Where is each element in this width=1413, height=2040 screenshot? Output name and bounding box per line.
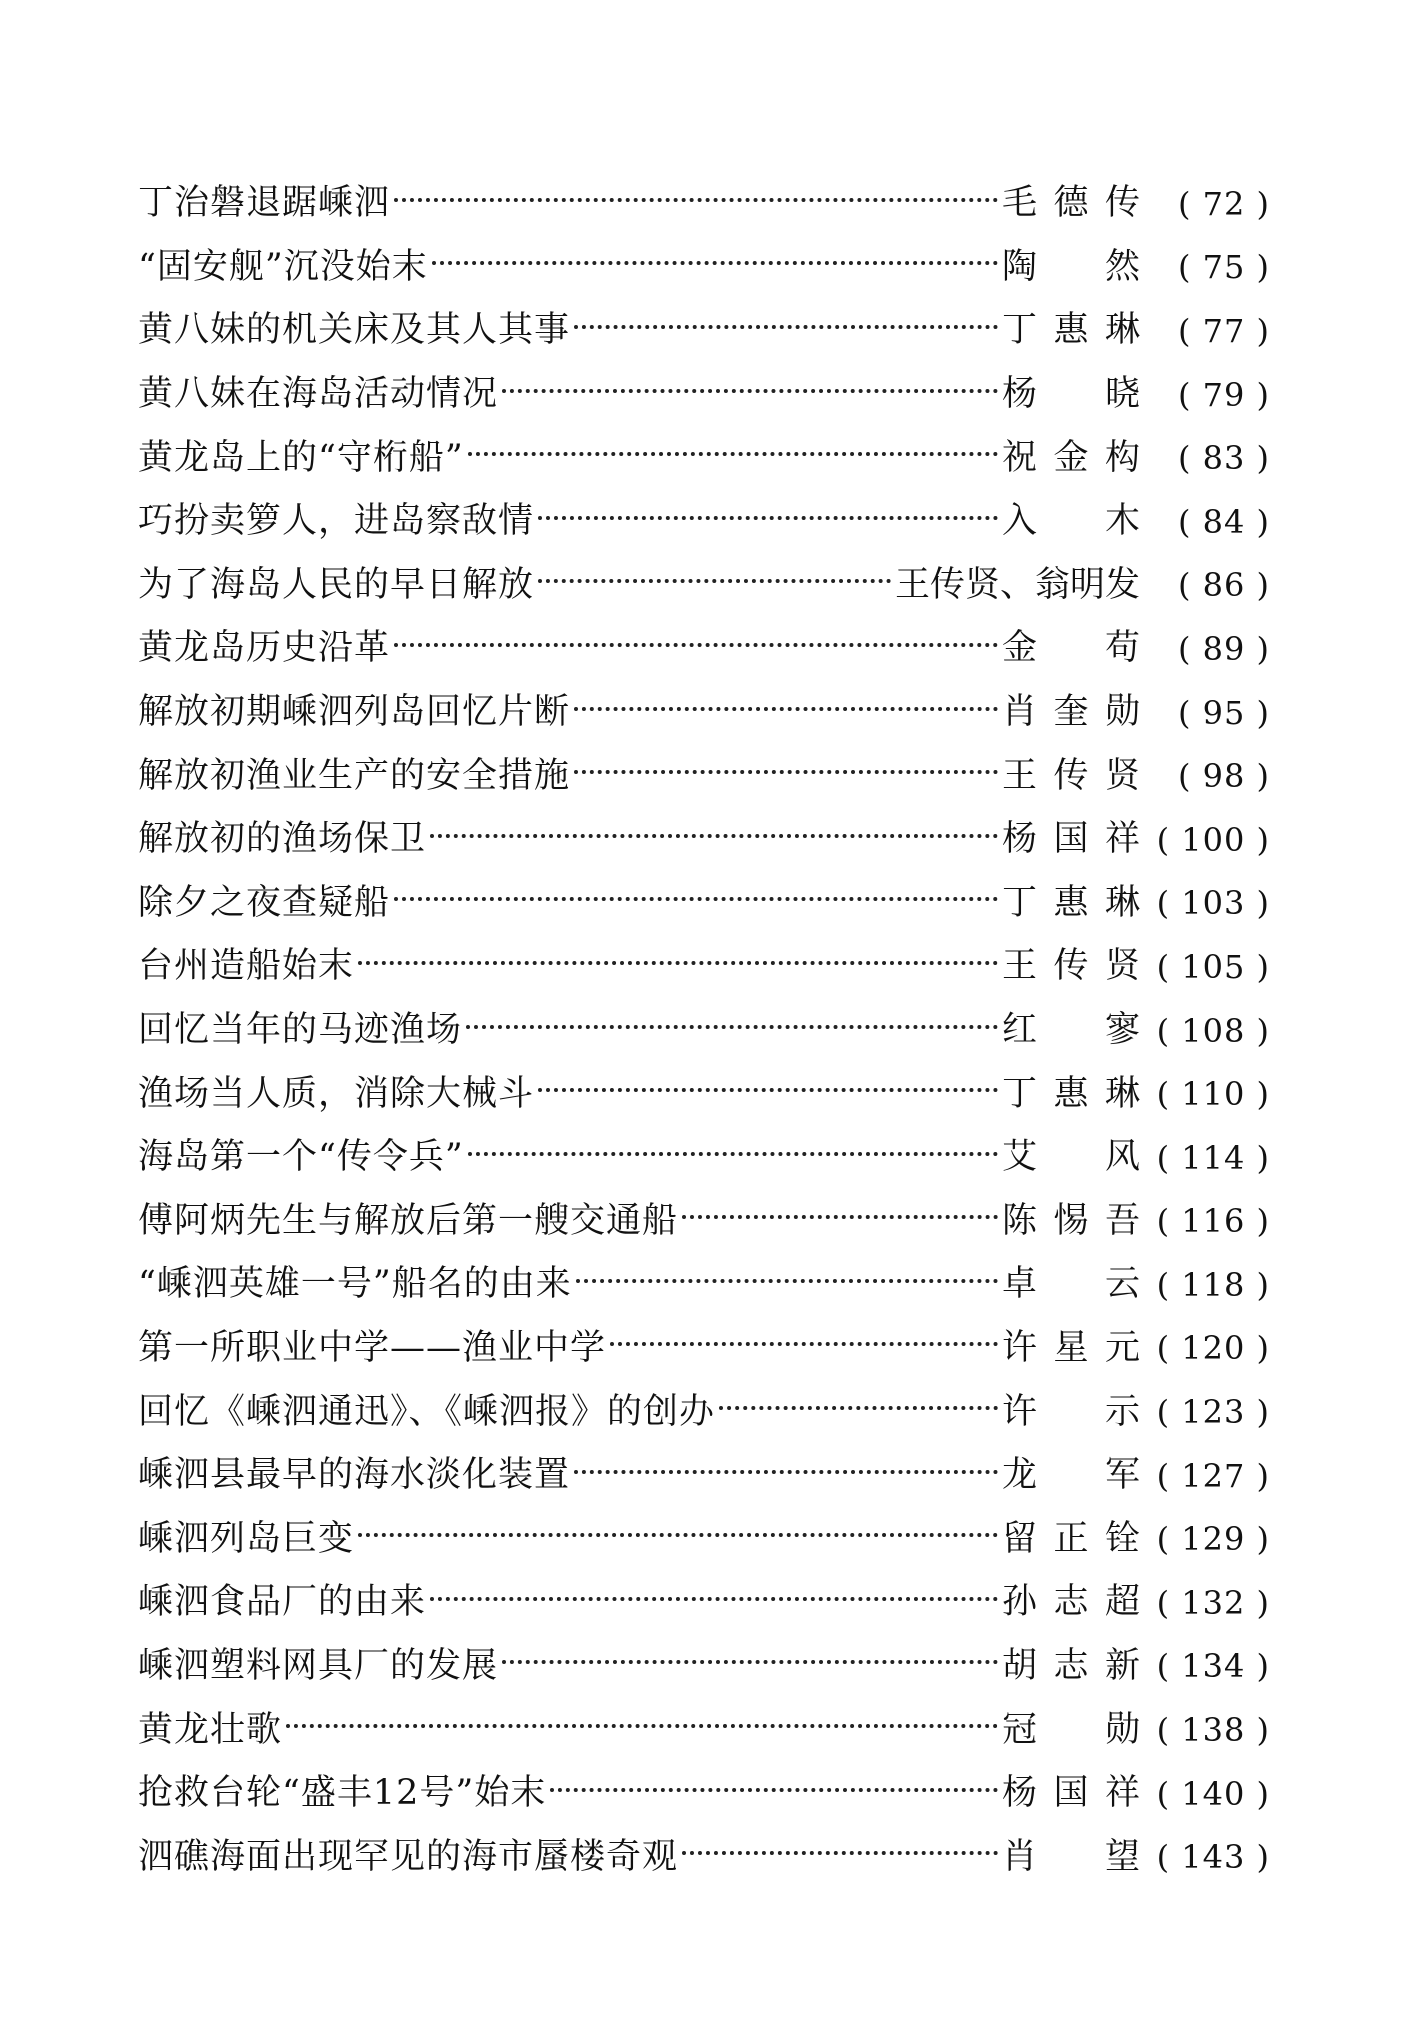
dot-leader	[682, 1215, 998, 1219]
dot-leader	[682, 1851, 998, 1855]
toc-entry-author: 许 示	[1002, 1391, 1140, 1432]
toc-entry-author: 许星元	[1002, 1327, 1140, 1368]
toc-entry-page-number: ( 120 )	[1156, 1329, 1270, 1368]
toc-entry-author: 杨国祥	[1002, 819, 1140, 860]
dot-leader	[538, 516, 998, 520]
toc-entry[interactable]	[138, 1444, 1270, 1508]
toc-entry-page-number: ( 129 )	[1156, 1520, 1270, 1559]
dot-leader	[394, 643, 998, 647]
toc-entry-author: 丁惠琳	[1002, 310, 1140, 351]
dot-leader	[719, 1406, 998, 1410]
toc-entry-author: 艾 风	[1002, 1137, 1140, 1178]
table-of-contents	[138, 172, 1270, 1889]
toc-entry-author: 陈惕吾	[1002, 1200, 1140, 1241]
toc-entry-title: 黄龙岛历史沿革	[138, 628, 391, 669]
toc-entry-author: 红 寥	[1002, 1010, 1140, 1051]
toc-entry-page-number: ( 118 )	[1156, 1265, 1270, 1304]
dot-leader	[550, 1788, 998, 1792]
toc-entry-page-number: ( 116 )	[1156, 1202, 1270, 1241]
toc-entry-page-number: ( 72 )	[1177, 184, 1270, 223]
toc-entry-author: 肖 望	[1002, 1836, 1140, 1877]
toc-entry-title: 抢救台轮“盛丰12号”始末	[138, 1773, 547, 1814]
toc-entry-title: 海岛第一个“传令兵”	[138, 1137, 464, 1178]
toc-entry-page-number: ( 132 )	[1156, 1583, 1270, 1622]
toc-entry-page-number: ( 127 )	[1156, 1456, 1270, 1495]
toc-entry-author: 杨 晓	[1002, 374, 1140, 415]
toc-entry-author: 祝金构	[1002, 437, 1140, 478]
toc-entry[interactable]	[138, 808, 1270, 872]
toc-entry-page-number: ( 79 )	[1177, 375, 1270, 414]
toc-entry-title: 回忆《嵊泗通迅》、《嵊泗报》的创办	[138, 1391, 716, 1432]
toc-entry[interactable]	[138, 172, 1270, 236]
toc-entry-title: 嵊泗县最早的海水淡化装置	[138, 1455, 571, 1496]
toc-entry-author: 王传贤	[1002, 755, 1140, 796]
dot-leader	[574, 770, 998, 774]
dot-leader	[538, 579, 891, 583]
dot-leader	[430, 1597, 998, 1601]
toc-entry-title: 嵊泗塑料网具厂的发展	[138, 1645, 499, 1686]
toc-entry-title: 解放初期嵊泗列岛回忆片断	[138, 692, 571, 733]
toc-entry[interactable]	[138, 426, 1270, 490]
dot-leader	[574, 1470, 998, 1474]
toc-entry-title: 嵊泗食品厂的由来	[138, 1582, 427, 1623]
toc-entry-title: 解放初渔业生产的安全措施	[138, 755, 571, 796]
toc-entry-author: 卓 云	[1002, 1264, 1140, 1305]
toc-entry-title: “固安舰”沉没始末	[138, 246, 428, 287]
toc-entry-page-number: ( 95 )	[1177, 693, 1270, 732]
toc-entry-page-number: ( 84 )	[1177, 502, 1270, 541]
dot-leader	[502, 1660, 998, 1664]
toc-entry-author: 丁惠琳	[1002, 882, 1140, 923]
dot-leader	[286, 1724, 998, 1728]
toc-entry[interactable]	[138, 1571, 1270, 1635]
toc-entry[interactable]	[138, 1635, 1270, 1699]
toc-entry-title: 黄龙岛上的“守桁船”	[138, 437, 464, 478]
toc-entry-title: 巧扮卖箩人，进岛察敌情	[138, 501, 535, 542]
toc-entry[interactable]	[138, 617, 1270, 681]
toc-entry[interactable]	[138, 1762, 1270, 1826]
toc-entry-title: 丁治磐退踞嵊泗	[138, 183, 391, 224]
toc-entry-page-number: ( 98 )	[1177, 757, 1270, 796]
toc-entry[interactable]	[138, 1507, 1270, 1571]
toc-entry[interactable]	[138, 1698, 1270, 1762]
toc-entry[interactable]	[138, 490, 1270, 554]
toc-entry[interactable]	[138, 299, 1270, 363]
toc-entry-author: 肖奎勋	[1002, 692, 1140, 733]
dot-leader	[538, 1088, 998, 1092]
toc-entry[interactable]	[138, 236, 1270, 300]
toc-entry-page-number: ( 105 )	[1156, 947, 1270, 986]
toc-entry-title: 为了海岛人民的早日解放	[138, 564, 535, 605]
toc-entry-page-number: ( 138 )	[1156, 1711, 1270, 1750]
toc-entry-page-number: ( 110 )	[1156, 1075, 1270, 1114]
toc-entry[interactable]	[138, 1062, 1270, 1126]
toc-entry[interactable]	[138, 1126, 1270, 1190]
dot-leader	[610, 1342, 998, 1346]
dot-leader	[394, 897, 998, 901]
toc-entry[interactable]	[138, 999, 1270, 1063]
toc-entry-page-number: ( 114 )	[1156, 1138, 1270, 1177]
dot-leader	[430, 834, 998, 838]
toc-entry[interactable]	[138, 872, 1270, 936]
toc-entry-author: 龙 军	[1002, 1455, 1140, 1496]
toc-entry-page-number: ( 134 )	[1156, 1647, 1270, 1686]
toc-entry-title: 回忆当年的马迹渔场	[138, 1010, 463, 1051]
toc-entry-author: 胡志新	[1002, 1645, 1140, 1686]
toc-entry[interactable]	[138, 681, 1270, 745]
toc-entry[interactable]	[138, 1317, 1270, 1381]
toc-entry[interactable]	[138, 744, 1270, 808]
toc-entry-title: 黄八妹在海岛活动情况	[138, 374, 499, 415]
toc-entry-title: 解放初的渔场保卫	[138, 819, 427, 860]
dot-leader	[574, 707, 998, 711]
toc-entry-title: 第一所职业中学——渔业中学	[138, 1327, 607, 1368]
toc-entry-title: 台州造船始末	[138, 946, 355, 987]
toc-entry-page-number: ( 103 )	[1156, 884, 1270, 923]
toc-entry-author: 孙志超	[1002, 1582, 1140, 1623]
toc-entry-page-number: ( 143 )	[1156, 1838, 1270, 1877]
toc-entry-page-number: ( 108 )	[1156, 1011, 1270, 1050]
dot-leader	[432, 261, 998, 265]
dot-leader	[358, 961, 998, 965]
toc-entry-title: 黄八妹的机关床及其人其事	[138, 310, 571, 351]
toc-entry-page-number: ( 140 )	[1156, 1774, 1270, 1813]
toc-entry-author: 王传贤	[1002, 946, 1140, 987]
toc-entry-author: 入 木	[1002, 501, 1140, 542]
toc-entry-author: 丁惠琳	[1002, 1073, 1140, 1114]
toc-entry-title: 渔场当人质，消除大械斗	[138, 1073, 535, 1114]
toc-entry-title: 黄龙壮歌	[138, 1709, 283, 1750]
toc-entry-page-number: ( 123 )	[1156, 1393, 1270, 1432]
toc-entry-author: 杨国祥	[1002, 1773, 1140, 1814]
toc-entry[interactable]	[138, 554, 1270, 618]
dot-leader	[468, 452, 998, 456]
toc-entry-title: 傅阿炳先生与解放后第一艘交通船	[138, 1200, 679, 1241]
toc-entry-author: 毛德传	[1002, 183, 1140, 224]
toc-entry-title: 嵊泗列岛巨变	[138, 1518, 355, 1559]
dot-leader	[574, 325, 998, 329]
toc-entry-title: 泗礁海面出现罕见的海市蜃楼奇观	[138, 1836, 679, 1877]
toc-entry[interactable]	[138, 1253, 1270, 1317]
dot-leader	[466, 1025, 998, 1029]
toc-entry-page-number: ( 75 )	[1177, 248, 1270, 287]
toc-entry[interactable]	[138, 1380, 1270, 1444]
toc-entry-author: 王传贤、翁明发	[894, 564, 1140, 605]
toc-entry-author: 陶 然	[1002, 246, 1140, 287]
toc-entry-page-number: ( 89 )	[1177, 629, 1270, 668]
toc-entry-title: 除夕之夜查疑船	[138, 882, 391, 923]
toc-entry-page-number: ( 86 )	[1177, 566, 1270, 605]
toc-entry[interactable]	[138, 363, 1270, 427]
dot-leader	[502, 389, 998, 393]
toc-entry-author: 冠 勋	[1002, 1709, 1140, 1750]
toc-entry-page-number: ( 100 )	[1156, 820, 1270, 859]
toc-entry[interactable]	[138, 935, 1270, 999]
toc-entry[interactable]	[138, 1190, 1270, 1254]
dot-leader	[576, 1279, 998, 1283]
dot-leader	[358, 1533, 998, 1537]
toc-entry-author: 金 苟	[1002, 628, 1140, 669]
toc-entry-page-number: ( 77 )	[1177, 311, 1270, 350]
toc-entry-page-number: ( 83 )	[1177, 439, 1270, 478]
toc-entry[interactable]	[138, 1825, 1270, 1889]
dot-leader	[468, 1152, 998, 1156]
dot-leader	[394, 198, 998, 202]
toc-entry-author: 留正铨	[1002, 1518, 1140, 1559]
toc-entry-title: “嵊泗英雄一号”船名的由来	[138, 1264, 572, 1305]
